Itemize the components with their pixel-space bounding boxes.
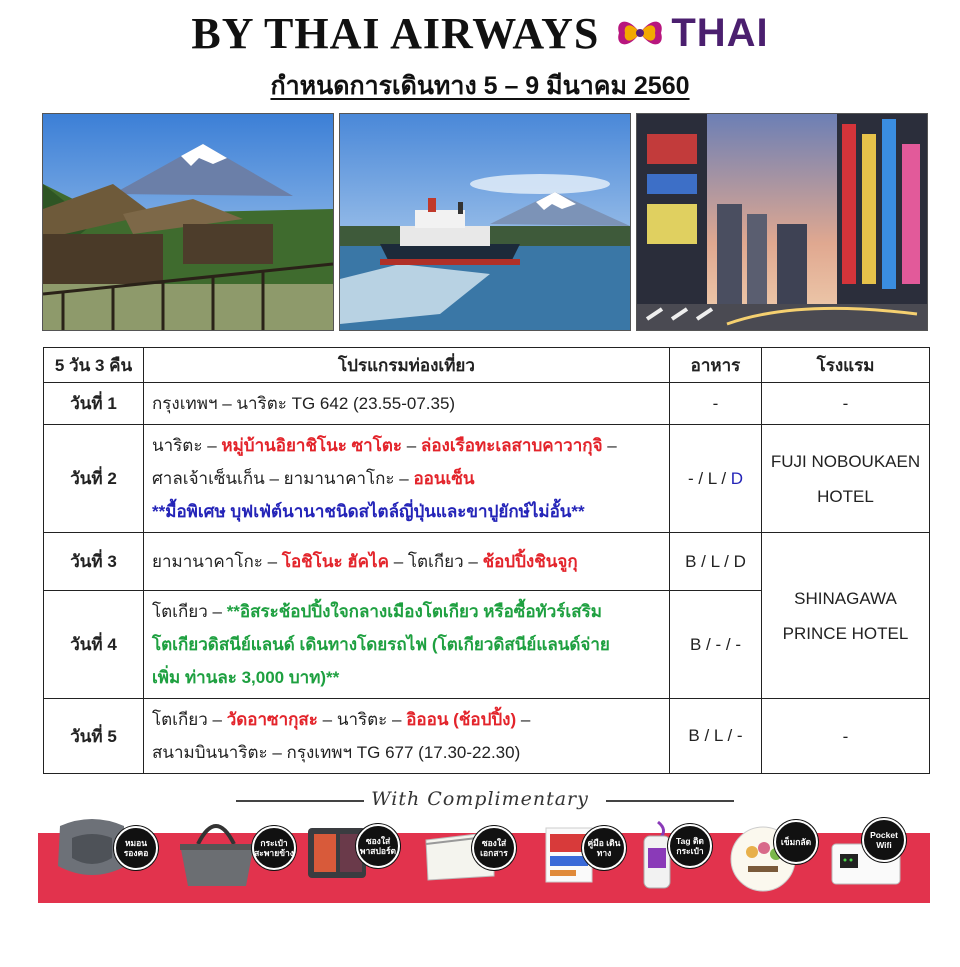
program-cell bbox=[144, 425, 670, 533]
thai-orchid-logo-icon bbox=[613, 13, 667, 53]
optional-tour-note: โตเกียวดิสนีย์แลนด์ เดินทางโดยรถไฟ (โตเกียวดิสนีย์แลนด์จ่าย bbox=[152, 635, 610, 654]
program-line bbox=[152, 703, 661, 736]
header-hotel: โรงแรม bbox=[762, 348, 930, 383]
program-text: – bbox=[516, 710, 531, 729]
complimentary-section bbox=[0, 780, 960, 967]
highlight-activity: อิออน (ช้อปปิ้ง) bbox=[406, 710, 517, 729]
program-line bbox=[152, 736, 661, 769]
program-text: นาริตะ – bbox=[152, 436, 222, 455]
logo-text: THAI bbox=[671, 10, 769, 55]
hotel-cell bbox=[762, 533, 930, 699]
table-row bbox=[44, 383, 930, 425]
program-text: – โตเกียว – bbox=[388, 552, 483, 571]
program-text: ศาลเจ้าเซ็นเก็น – ยามานาคาโกะ – bbox=[152, 469, 414, 488]
hotel-name-line: PRINCE HOTEL bbox=[782, 623, 909, 643]
item-badge: Pocket Wifi bbox=[862, 818, 906, 862]
item-badge: เข็มกลัด bbox=[774, 820, 818, 864]
shoulder-bag-icon bbox=[176, 814, 258, 888]
meals-cell: B / - / - bbox=[670, 591, 762, 699]
hotel-name-line: FUJI NOBOUKAEN bbox=[770, 451, 921, 471]
luggage-tag-item bbox=[638, 820, 704, 897]
table-row bbox=[44, 425, 930, 533]
program-cell bbox=[144, 383, 670, 425]
program-line bbox=[152, 462, 661, 495]
pocket-wifi-item bbox=[830, 822, 904, 891]
highlight-activity: หมู่บ้านอิยาชิโนะ ซาโตะ bbox=[221, 436, 402, 455]
program-line bbox=[152, 595, 661, 628]
photo-lake-cruise bbox=[339, 113, 631, 331]
hotel-name-line: SHINAGAWA bbox=[794, 588, 897, 608]
item-badge: Tag ติดกระเป๋า bbox=[668, 824, 712, 868]
travel-guide-item bbox=[542, 822, 621, 889]
complimentary-title: With Complimentary bbox=[371, 788, 589, 810]
document-pouch-item bbox=[424, 826, 508, 887]
table-row bbox=[44, 699, 930, 774]
program-line bbox=[152, 495, 661, 528]
header bbox=[0, 8, 960, 106]
program-text: โตเกียว – bbox=[152, 710, 227, 729]
meals-cell: B / L / - bbox=[670, 699, 762, 774]
meals-text: - / L / bbox=[687, 468, 731, 488]
header-meals: อาหาร bbox=[670, 348, 762, 383]
page-title: BY THAI AIRWAYS bbox=[191, 8, 600, 58]
divider-right bbox=[606, 800, 734, 802]
day-label: วันที่ 5 bbox=[44, 699, 144, 774]
program-line bbox=[152, 628, 661, 661]
program-text: – นาริตะ – bbox=[317, 710, 407, 729]
item-badge: ซองใส่ พาสปอร์ต bbox=[356, 824, 400, 868]
itinerary-table bbox=[43, 347, 930, 774]
hotel-name-line: HOTEL bbox=[817, 486, 874, 506]
day-label: วันที่ 3 bbox=[44, 533, 144, 591]
day-label: วันที่ 2 bbox=[44, 425, 144, 533]
pin-badge-item bbox=[728, 824, 812, 899]
meals-cell: - bbox=[670, 383, 762, 425]
table-header-row bbox=[44, 348, 930, 383]
table-row bbox=[44, 533, 930, 591]
hotel-cell: - bbox=[762, 383, 930, 425]
passport-holder-item bbox=[306, 822, 397, 887]
header-days: 5 วัน 3 คืน bbox=[44, 348, 144, 383]
photo-shinjuku-street bbox=[636, 113, 928, 331]
meals-dinner-highlight: D bbox=[730, 468, 744, 488]
highlight-activity: โอชิโนะ ฮัคไค bbox=[281, 552, 389, 571]
photo-fuji-village bbox=[42, 113, 334, 331]
photo-strip bbox=[42, 113, 928, 331]
program-line bbox=[152, 429, 661, 462]
item-badge: ซองใส่ เอกสาร bbox=[472, 826, 516, 870]
optional-tour-note: **อิสระช้อปปิ้งใจกลางเมืองโตเกียว หรือซื้อทัวร์เสริม bbox=[226, 602, 602, 621]
item-badge: หมอน รองคอ bbox=[114, 826, 158, 870]
program-cell bbox=[144, 591, 670, 699]
program-cell bbox=[144, 533, 670, 591]
highlight-activity: วัดอาซากุสะ bbox=[226, 710, 318, 729]
shoulder-bag-item bbox=[176, 814, 294, 893]
highlight-activity: ช้อปปิ้งชินจูกุ bbox=[482, 552, 578, 571]
highlight-activity: ออนเซ็น bbox=[413, 469, 475, 488]
program-text: – bbox=[402, 436, 421, 455]
program-text: กรุงเทพฯ – นาริตะ TG 642 (23.55-07.35) bbox=[152, 394, 456, 413]
special-meal-note: **มื้อพิเศษ บุฟเฟ่ต์นานาชนิดสไตล์ญี่ปุ่นและขาปูยักษ์ไม่อั้น** bbox=[152, 502, 585, 521]
meals-cell bbox=[670, 425, 762, 533]
program-text: โตเกียว – bbox=[152, 602, 227, 621]
item-badge: คู่มือ เดินทาง bbox=[582, 826, 626, 870]
program-text: สนามบินนาริตะ – กรุงเทพฯ TG 677 (17.30-22.30) bbox=[152, 743, 521, 762]
thai-airways-logo bbox=[613, 11, 768, 56]
meals-cell: B / L / D bbox=[670, 533, 762, 591]
hotel-cell bbox=[762, 425, 930, 533]
title-row bbox=[0, 8, 960, 58]
program-text: – bbox=[602, 436, 617, 455]
day-label: วันที่ 4 bbox=[44, 591, 144, 699]
program-text: ยามานาคาโกะ – bbox=[152, 552, 282, 571]
program-line bbox=[152, 661, 661, 694]
highlight-activity: ล่องเรือทะเลสาบคาวากุจิ bbox=[420, 436, 603, 455]
day-label: วันที่ 1 bbox=[44, 383, 144, 425]
item-badge: กระเป๋า สะพายข้าง bbox=[252, 826, 296, 870]
neck-pillow-item bbox=[52, 816, 149, 891]
travel-dates-subtitle: กำหนดการเดินทาง 5 – 9 มีนาคม 2560 bbox=[270, 72, 690, 100]
optional-tour-note: เพิ่ม ท่านละ 3,000 บาท)** bbox=[152, 668, 340, 687]
header-program: โปรแกรมท่องเที่ยว bbox=[144, 348, 670, 383]
hotel-cell: - bbox=[762, 699, 930, 774]
program-cell bbox=[144, 699, 670, 774]
